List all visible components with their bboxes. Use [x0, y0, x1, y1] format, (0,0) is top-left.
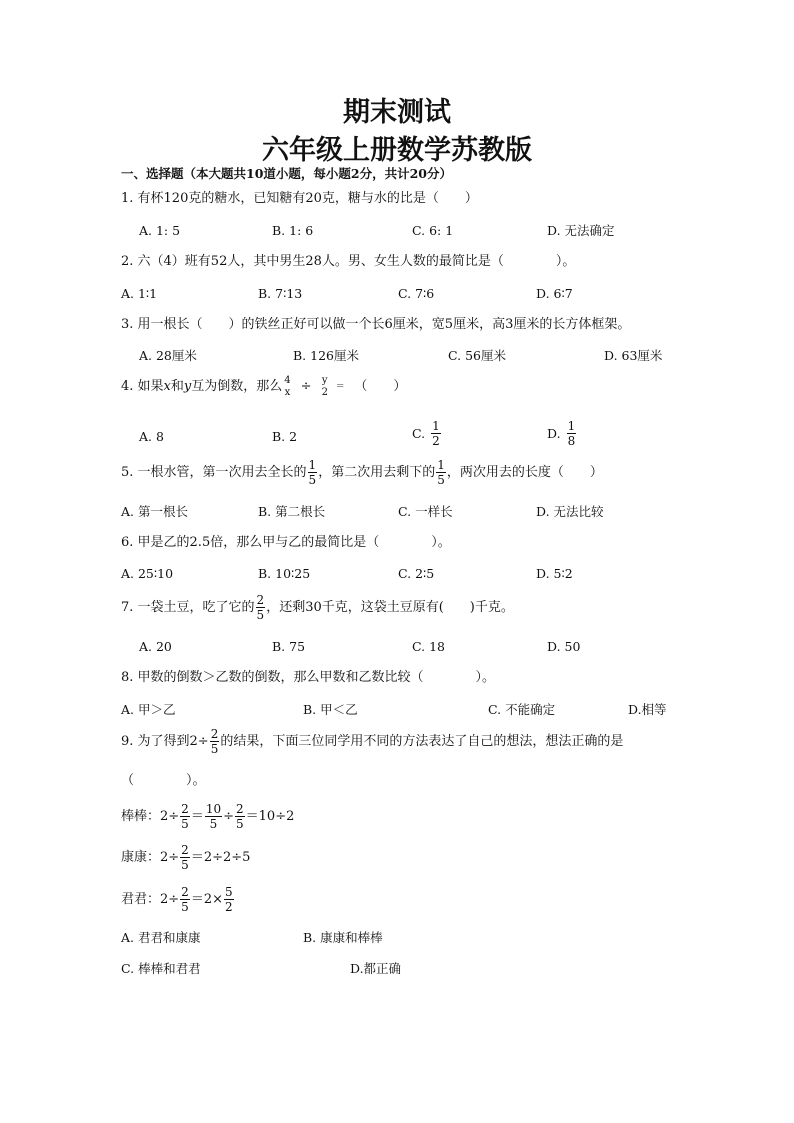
- q9-option-c: C. 棒棒和君君: [121, 961, 201, 976]
- question-5: 5. 一根水管，第一次用去全长的 $\frac{1}{5}$ ，第二次用去剩下的 $\frac{1}{5}$ ，两次用去的长度（ ）: [121, 458, 603, 487]
- q5-fraction-2: $\frac{1}{5}$: [437, 458, 445, 487]
- q4-option-c: C. $\frac{1}{2}$: [412, 419, 440, 448]
- q4-blank: （ ）: [354, 379, 407, 394]
- q9-l1-frac-a: $\frac{2}{5}$: [181, 802, 189, 831]
- q6-option-b: B. 10∶25: [258, 566, 311, 581]
- q9-l3-frac-a: $\frac{2}{5}$: [181, 885, 189, 914]
- q6-option-c: C. 2∶5: [398, 566, 435, 581]
- question-8: 8. 甲数的倒数＞乙数的倒数，那么甲数和乙数比较（ ）。: [121, 670, 496, 685]
- question-3: 3. 用一根长（ ）的铁丝正好可以做一个长6厘米，宽5厘米，高3厘米的长方体框架。: [121, 317, 631, 332]
- q4-equals: =: [335, 381, 345, 392]
- q3-option-b: B. 126厘米: [293, 348, 359, 363]
- q9-option-d: D.都正确: [350, 961, 402, 976]
- q7-option-b: B. 75: [272, 639, 306, 654]
- q2-option-b: B. 7∶13: [258, 286, 303, 301]
- q9-line-bangbang: 棒棒：2÷ $\frac{2}{5}$ ＝ $\frac{10}{5}$ ÷ $\frac{2}{5}$ ＝10÷2: [121, 802, 295, 831]
- q9-option-b: B. 康康和棒棒: [303, 930, 383, 945]
- q4-option-b: B. 2: [272, 429, 298, 444]
- q9-l3-frac-b: $\frac{5}{2}$: [224, 885, 233, 914]
- q8-option-c: C. 不能确定: [488, 702, 556, 717]
- q7-option-c: C. 18: [412, 639, 445, 654]
- q4-var-y: y: [183, 379, 192, 394]
- q5-option-a: A. 第一根长: [121, 504, 188, 519]
- question-6: 6. 甲是乙的2.5倍，那么甲与乙的最简比是（ ）。: [121, 535, 451, 550]
- q3-option-c: C. 56厘米: [448, 348, 506, 363]
- q9-answer-blank: （ ）。: [121, 773, 206, 788]
- q9-l1-frac-c: $\frac{2}{5}$: [236, 802, 244, 831]
- question-4: [121, 376, 406, 398]
- q4-div-sign: ÷: [300, 379, 312, 394]
- question-7: 7. 一袋土豆，吃了它的 $\frac{2}{5}$ ，还剩30千克，这袋土豆原有( )千克。: [121, 593, 514, 622]
- q4-fraction-1: 4 x: [284, 375, 291, 398]
- q4-fraction-2: y 2: [321, 375, 328, 398]
- q5-fraction-1: $\frac{1}{5}$: [308, 458, 317, 487]
- question-9: 9. 为了得到2÷ $\frac{2}{5}$ 的结果，下面三位同学用不同的方法表达了自己的想法，想法正确的是: [121, 727, 624, 756]
- question-1: 1. 有杯120克的糖水，已知糖有20克，糖与水的比是（ ）: [121, 191, 478, 206]
- q5-option-b: B. 第二根长: [258, 504, 326, 519]
- q7-option-a: A. 20: [139, 639, 172, 654]
- q1-option-c: C. 6: 1: [412, 223, 454, 238]
- q4-text-pre: 4. 如果: [121, 379, 164, 394]
- q3-option-d: D. 63厘米: [604, 348, 663, 363]
- q4-option-c-fraction: $\frac{1}{2}$: [432, 419, 440, 448]
- q8-option-a: A. 甲＞乙: [121, 702, 176, 717]
- q8-option-b: B. 甲＜乙: [303, 702, 358, 717]
- q1-option-a: A. 1: 5: [139, 223, 181, 238]
- q7-fraction: $\frac{2}{5}$: [256, 593, 265, 622]
- q1-option-b: B. 1: 6: [272, 223, 314, 238]
- q2-option-a: A. 1∶1: [121, 286, 158, 301]
- q8-option-d: D.相等: [628, 702, 667, 717]
- q3-option-a: A. 28厘米: [139, 348, 197, 363]
- q6-option-d: D. 5∶2: [536, 566, 573, 581]
- question-2: 2. 六（4）班有52人，其中男生28人。男、女生人数的最简比是（ ）。: [121, 254, 576, 269]
- q7-option-d: D. 50: [547, 639, 581, 654]
- q9-option-a: A. 君君和康康: [121, 930, 201, 945]
- q6-option-a: A. 25∶10: [121, 566, 174, 581]
- q9-fraction: $\frac{2}{5}$: [210, 727, 219, 756]
- page-title: 期末测试: [343, 97, 451, 128]
- q5-option-d: D. 无法比较: [536, 504, 604, 519]
- q5-option-c: C. 一样长: [398, 504, 453, 519]
- q4-text-and: 和: [170, 379, 184, 394]
- q9-line-kangkang: 康康：2÷ $\frac{2}{5}$ ＝2÷2÷5: [121, 843, 251, 872]
- q2-option-d: D. 6∶7: [536, 286, 573, 301]
- q4-var-x: x: [163, 379, 171, 394]
- q4-option-a: A. 8: [139, 429, 164, 444]
- q9-line-junjun: 君君：2÷ $\frac{2}{5}$ ＝2× $\frac{5}{2}$: [121, 885, 233, 914]
- section-heading: 一、选择题（本大题共10道小题，每小题2分，共计20分）: [121, 166, 452, 181]
- q4-text-post: 互为倒数，那么: [191, 379, 283, 394]
- q1-option-d: D. 无法确定: [547, 223, 615, 238]
- page-subtitle: 六年级上册数学苏教版: [262, 135, 532, 166]
- q9-l2-frac: $\frac{2}{5}$: [181, 843, 189, 872]
- q9-l1-frac-b: $\frac{10}{5}$: [205, 802, 222, 831]
- q4-option-d-fraction: $\frac{1}{8}$: [567, 419, 576, 448]
- q4-option-d: D. $\frac{1}{8}$: [547, 419, 576, 448]
- q2-option-c: C. 7∶6: [398, 286, 435, 301]
